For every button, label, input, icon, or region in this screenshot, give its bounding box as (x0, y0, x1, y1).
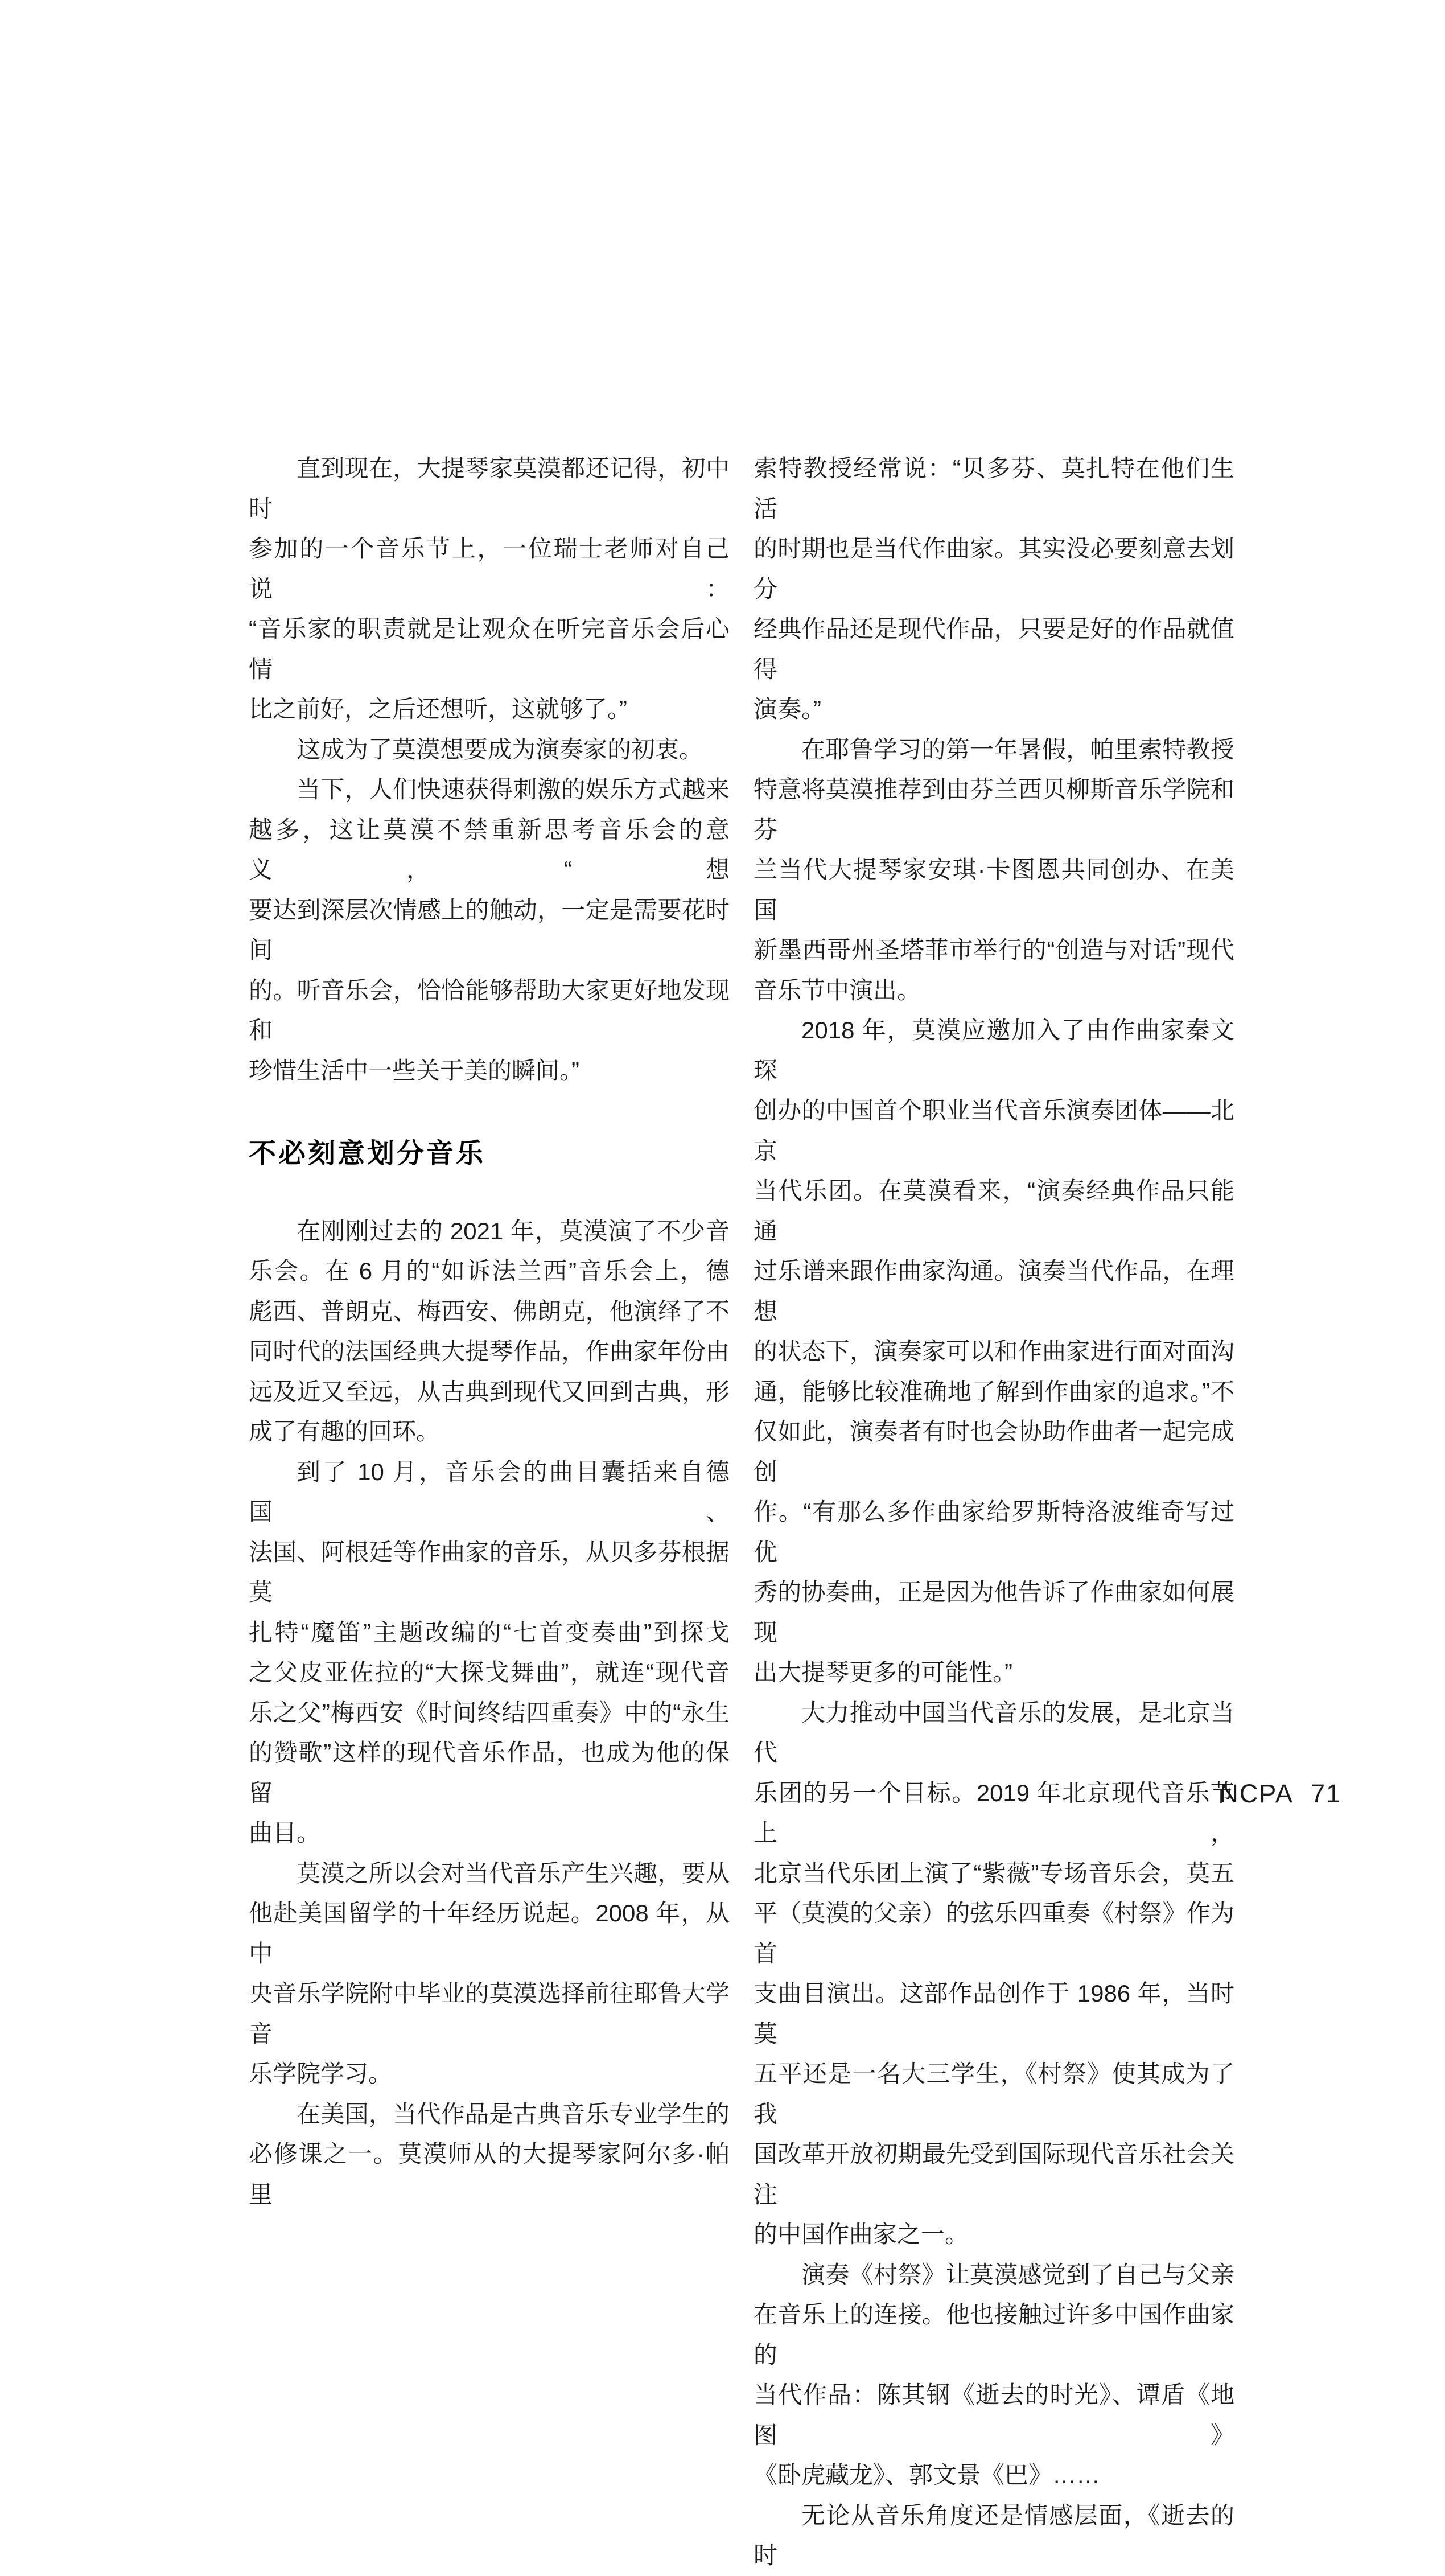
text-line: 莫漠之所以会对当代音乐产生兴趣，要从 (297, 1859, 730, 1887)
text-line: 大力推动中国当代音乐的发展，是北京当代 (754, 1699, 1234, 1766)
text-line: 音乐节中演出。 (754, 976, 921, 1004)
text-line: 支曲目演出。这部作品创作于 1986 年，当时莫 (754, 1980, 1234, 2047)
text-line: 比之前好，之后还想听，这就够了。” (249, 696, 627, 722)
text-line: 兰当代大提琴家安琪·卡图恩共同创办、在美国 (754, 856, 1234, 923)
text-line: 五平还是一名大三学生，《村祭》使其成为了我 (754, 2060, 1234, 2127)
paragraph (249, 770, 730, 1091)
text-line: 珍惜生活中一些关于美的瞬间。” (249, 1057, 579, 1084)
text-line: 在音乐上的连接。他也接触过许多中国作曲家的 (754, 2301, 1234, 2368)
text-line: 彪西、普朗克、梅西安、佛朗克，他演绎了不 (249, 1297, 730, 1325)
text-line: 演奏。” (754, 696, 821, 722)
text-line: 的中国作曲家之一。 (754, 2221, 969, 2248)
text-line: 同时代的法国经典大提琴作品，作曲家年份由 (249, 1338, 730, 1365)
right-column (754, 449, 1234, 2576)
text-line: 曲目。 (249, 1819, 321, 1846)
left-column (249, 449, 730, 2576)
text-line: 乐之父”梅西安《时间终结四重奏》中的“永生 (249, 1699, 730, 1726)
text-line: 到了 10 月，音乐会的曲目囊括来自德国、 (249, 1458, 730, 1525)
text-line: 远及近又至远，从古典到现代又回到古典，形 (249, 1378, 730, 1405)
page-number: 71 (1310, 1779, 1341, 1808)
text-line: 演奏《村祭》让莫漠感觉到了自己与父亲 (801, 2261, 1234, 2288)
journal-name: NCPA (1220, 1779, 1294, 1808)
paragraph (754, 1693, 1234, 2255)
text-line: 当代作品：陈其钢《逝去的时光》、谭盾《地图》 (754, 2381, 1234, 2448)
text-line: 的状态下，演奏家可以和作曲家进行面对面沟 (754, 1338, 1234, 1365)
text-line: 的。听音乐会，恰恰能够帮助大家更好地发现和 (249, 976, 730, 1043)
text-line: 乐团的另一个目标。2019 年北京现代音乐节上， (754, 1779, 1234, 1846)
text-line: 过乐谱来跟作曲家沟通。演奏当代作品，在理想 (754, 1258, 1234, 1325)
text-line: 新墨西哥州圣塔菲市举行的“创造与对话”现代 (754, 936, 1234, 963)
paragraph (754, 449, 1234, 730)
text-line: 当下，人们快速获得刺激的娱乐方式越来 (297, 776, 730, 803)
text-line: 央音乐学院附中毕业的莫漠选择前往耶鲁大学音 (249, 1980, 730, 2047)
text-line: 乐学院学习。 (249, 2060, 393, 2087)
paragraph (249, 1452, 730, 1854)
text-line: 国改革开放初期最先受到国际现代音乐社会关注 (754, 2140, 1234, 2208)
text-line: 创办的中国首个职业当代音乐演奏团体——北京 (754, 1097, 1234, 1164)
text-line: 成了有趣的回环。 (249, 1418, 441, 1445)
paragraph (754, 730, 1234, 1011)
text-line: 直到现在，大提琴家莫漠都还记得，初中时 (249, 455, 730, 522)
text-line: 仅如此，演奏者有时也会协助作曲者一起完成创 (754, 1418, 1234, 1485)
paragraph (249, 730, 730, 770)
paragraph (754, 2496, 1234, 2576)
text-line: 《卧虎藏龙》、郭文景《巴》…… (754, 2462, 1101, 2488)
text-line: 秀的协奏曲，正是因为他告诉了作曲家如何展现 (754, 1579, 1234, 1646)
paragraph (249, 2094, 730, 2215)
text-line: 特意将莫漠推荐到由芬兰西贝柳斯音乐学院和芬 (754, 776, 1234, 843)
text-line: 越多，这让莫漠不禁重新思考音乐会的意义，“想 (249, 816, 730, 883)
text-line: 乐会。在 6 月的“如诉法兰西”音乐会上，德 (249, 1258, 730, 1284)
text-line: 这成为了莫漠想要成为演奏家的初衷。 (297, 736, 703, 763)
text-line: 平（莫漠的父亲）的弦乐四重奏《村祭》作为首 (754, 1900, 1234, 1967)
text-line: 法国、阿根廷等作曲家的音乐，从贝多芬根据莫 (249, 1538, 730, 1605)
text-line: 北京当代乐团上演了“紫薇”专场音乐会，莫五 (754, 1859, 1234, 1887)
text-line: 之父皮亚佐拉的“大探戈舞曲”，就连“现代音 (249, 1659, 730, 1686)
text-line: “音乐家的职责就是让观众在听完音乐会后心情 (249, 615, 730, 683)
text-line: 当代乐团。在莫漠看来，“演奏经典作品只能通 (754, 1177, 1234, 1244)
paragraph (754, 1010, 1234, 1693)
section-heading: 不必刻意划分音乐 (249, 1139, 486, 1169)
paragraph (249, 1211, 730, 1452)
page-footer (1220, 1780, 1341, 1808)
text-line: 经典作品还是现代作品，只要是好的作品就值得 (754, 615, 1234, 683)
paragraph (249, 1854, 730, 2094)
text-line: 的赞歌”这样的现代音乐作品，也成为他的保留 (249, 1739, 730, 1806)
text-line: 在美国，当代作品是古典音乐专业学生的 (297, 2100, 730, 2127)
text-line: 作。“有那么多作曲家给罗斯特洛波维奇写过优 (754, 1498, 1234, 1566)
text-line: 的时期也是当代作曲家。其实没必要刻意去划分 (754, 535, 1234, 602)
text-line: 参加的一个音乐节上，一位瑞士老师对自己说： (249, 535, 730, 602)
text-line: 出大提琴更多的可能性。” (754, 1659, 1012, 1686)
text-line: 扎特“魔笛”主题改编的“七首变奏曲”到探戈 (249, 1618, 730, 1646)
text-line: 他赴美国留学的十年经历说起。2008 年，从中 (249, 1900, 730, 1967)
article-body (249, 449, 1234, 2576)
text-line: 通，能够比较准确地了解到作曲家的追求。”不 (754, 1378, 1234, 1405)
text-line: 无论从音乐角度还是情感层面，《逝去的时 (754, 2501, 1234, 2569)
paragraph (249, 449, 730, 730)
text-line: 要达到深层次情感上的触动，一定是需要花时间 (249, 896, 730, 963)
paragraph (754, 2255, 1234, 2496)
text-line: 索特教授经常说：“贝多芬、莫扎特在他们生活 (754, 455, 1234, 522)
text-line: 在刚刚过去的 2021 年，莫漠演了不少音 (297, 1217, 730, 1244)
text-line: 必修课之一。莫漠师从的大提琴家阿尔多·帕里 (249, 2140, 730, 2208)
text-line: 2018 年，莫漠应邀加入了由作曲家秦文琛 (754, 1017, 1234, 1084)
text-line: 在耶鲁学习的第一年暑假，帕里索特教授 (801, 736, 1234, 763)
